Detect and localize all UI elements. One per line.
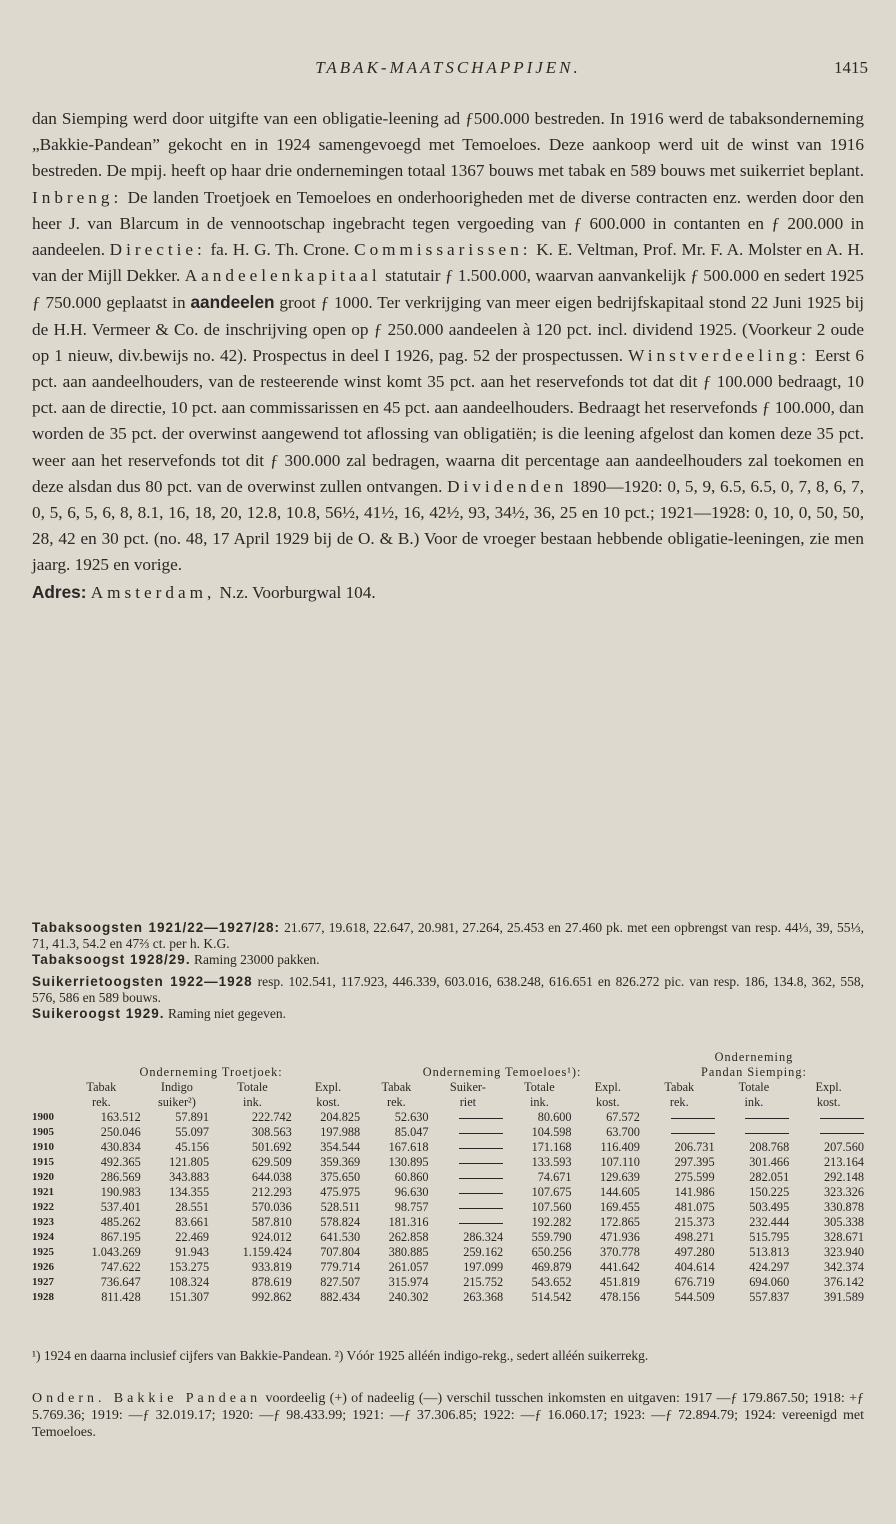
table-cell: 80.600	[537, 1110, 572, 1124]
commissarissen-text: K. E. Veltman, Prof. Mr. F. A. Molster en A. H. van der Mijll Dekker.	[32, 240, 865, 286]
dash-rule	[745, 1118, 789, 1119]
table-cell: 292.148	[824, 1170, 864, 1184]
table-cell: 328.671	[824, 1230, 864, 1244]
table-cell: 150.225	[749, 1185, 790, 1199]
table-cell: 130.895	[388, 1155, 429, 1169]
table-cell: 867.195	[100, 1230, 141, 1244]
table-cell: 107.560	[531, 1200, 572, 1214]
col-header: Tabak	[86, 1080, 117, 1094]
table-cell: 204.825	[320, 1110, 361, 1124]
table-cell: 676.719	[674, 1275, 715, 1289]
table-cell: 323.326	[824, 1185, 864, 1199]
table-cell: 83.661	[175, 1215, 210, 1229]
table-cell: 172.865	[599, 1215, 640, 1229]
suiker-oogsten-label: Suikerrietoogsten 1922—1928	[32, 974, 253, 989]
table-cell: 747.622	[100, 1260, 141, 1274]
table-cell: 528.511	[320, 1200, 361, 1214]
table-row	[30, 1245, 866, 1260]
table-cell: 736.647	[100, 1275, 141, 1289]
tabak-oogst-1929-text: Raming 23000 pakken.	[193, 952, 320, 967]
table-row	[30, 1260, 866, 1275]
table-cell: 215.752	[463, 1275, 504, 1289]
table-cell: 323.940	[824, 1245, 864, 1259]
table-row	[30, 1140, 866, 1155]
table-row	[30, 1155, 866, 1170]
table-cell: 222.742	[251, 1110, 292, 1124]
table-cell: 107.675	[531, 1185, 572, 1199]
table-cell: 515.795	[749, 1230, 790, 1244]
table-cell: 559.790	[531, 1230, 572, 1244]
table-cell: 557.837	[749, 1290, 790, 1304]
table-cell: 707.804	[320, 1245, 361, 1259]
table-cell: 933.819	[251, 1260, 292, 1274]
table-cell: 544.509	[674, 1290, 715, 1304]
table-cell: 498.271	[674, 1230, 715, 1244]
table-cell: 262.858	[388, 1230, 429, 1244]
bakkie-pandean-label: Ondern. Bakkie Pandean	[32, 1391, 262, 1406]
table-cell: 286.324	[463, 1230, 504, 1244]
table-cell: 250.046	[100, 1125, 141, 1139]
kapitaal-label: Aandeelenkapitaal	[184, 266, 381, 286]
table-cell: 451.819	[599, 1275, 640, 1289]
table-row	[30, 1170, 866, 1185]
dividenden-text: 1890—1920: 0, 5, 9, 6.5, 6.5, 0, 7, 8, 6, 7, 0, 5, 6, 5, 6, 8, 8.1, 16, 18, 20, 12.8, 10.8, 56½, 41½, 16, 42½, 93, 34½, 36, 25 en 10 pct.; 1921—1928: 0, 10, 0, 50, 50, 28, 42 en 30 pct. (no. 48, 17 April 1929 bij de O. & B.) Voor de vroeger bestaan hebbende obligatie-leeningen, zie men jaarg. 1925 en vorige.	[32, 476, 865, 575]
row-year: 1924	[32, 1231, 54, 1243]
commissarissen-label: Commissarissen:	[354, 240, 532, 260]
table-cell: 882.434	[320, 1290, 361, 1304]
col-subheader: kost.	[595, 1095, 620, 1109]
dash-rule	[459, 1193, 503, 1194]
table-cell: 641.530	[320, 1230, 361, 1244]
table-cell: 263.368	[463, 1290, 504, 1304]
col-header: Tabak	[381, 1080, 412, 1094]
table-cell: 153.275	[169, 1260, 210, 1274]
row-year: 1920	[32, 1171, 54, 1183]
table-cell: 116.409	[600, 1140, 640, 1154]
col-subheader: ink.	[243, 1095, 262, 1109]
table-row	[30, 1125, 866, 1140]
kapitaal-text-1: statutair ƒ 1.500.000, waarvan aanvankelijk ƒ 500.000 en sedert 1925 ƒ 750.000 geplaatst in	[32, 266, 864, 313]
table-cell	[642, 1110, 717, 1125]
table-cell: 492.365	[100, 1155, 141, 1169]
group-pandan-top: Onderneming	[714, 1050, 794, 1064]
page-number: 1415	[834, 58, 868, 77]
kapitaal-bold: aandeelen	[190, 292, 275, 313]
table-cell: 330.878	[824, 1200, 864, 1214]
tabak-oogst-1929-label: Tabaksoogst 1928/29.	[32, 952, 191, 967]
table-cell: 376.142	[824, 1275, 864, 1289]
table-cell: 275.599	[674, 1170, 715, 1184]
table-cell: 163.512	[100, 1110, 141, 1124]
table-cell: 286.569	[100, 1170, 141, 1184]
table-cell: 924.012	[251, 1230, 292, 1244]
dash-rule	[459, 1208, 503, 1209]
col-subheader: rek.	[91, 1095, 111, 1109]
table-cell: 1.159.424	[242, 1245, 292, 1259]
table-cell: 514.542	[531, 1290, 572, 1304]
dash-rule	[459, 1163, 503, 1164]
table-row	[30, 1215, 866, 1230]
col-subheader: riet	[459, 1095, 477, 1109]
page-header	[28, 58, 868, 86]
table-cell: 578.824	[320, 1215, 361, 1229]
table-group-header	[30, 1065, 866, 1080]
table-cell	[431, 1125, 506, 1140]
inbreng-label: Inbreng:	[32, 187, 123, 207]
table-cell: 501.692	[251, 1140, 292, 1154]
table-cell: 52.630	[394, 1110, 429, 1124]
col-header: Totale	[237, 1080, 268, 1094]
table-cell: 315.974	[388, 1275, 429, 1289]
table-cell: 587.810	[251, 1215, 292, 1229]
table-cell: 537.401	[100, 1200, 141, 1214]
inbreng-text: De landen Troetjoek en Temoeloes en onderhoorigheden met de diverse contracten enz. werden door den heer J. van Blarcum in de vennootschap ingebracht tegen vergoeding van ƒ 600.000 in contanten en ƒ 200.000 in aandeelen.	[32, 187, 864, 260]
col-subheader: kost.	[316, 1095, 340, 1109]
suiker-oogst-1929-text: Raming niet gegeven.	[167, 1006, 287, 1021]
table-row	[30, 1290, 866, 1305]
dash-rule	[671, 1118, 715, 1119]
body-paragraph	[32, 106, 864, 579]
table-cell: 441.642	[599, 1260, 640, 1274]
dash-rule	[459, 1148, 503, 1149]
table-cell: 212.293	[251, 1185, 292, 1199]
table-cell: 121.805	[169, 1155, 210, 1169]
table-cell: 197.099	[463, 1260, 504, 1274]
table-cell: 992.862	[251, 1290, 292, 1304]
table-cell: 215.373	[674, 1215, 715, 1229]
table-cell: 28.551	[175, 1200, 210, 1214]
table-cell: 107.110	[600, 1155, 640, 1169]
table-header-row-2	[30, 1095, 866, 1110]
table-cell: 134.355	[169, 1185, 210, 1199]
dash-rule	[745, 1133, 789, 1134]
table-cell: 60.860	[394, 1170, 429, 1184]
col-subheader: ink.	[744, 1095, 764, 1109]
table-cell	[642, 1125, 717, 1140]
address-line	[32, 579, 864, 606]
row-year: 1921	[32, 1186, 54, 1198]
dash-rule	[459, 1223, 503, 1224]
table-cell: 261.057	[388, 1260, 429, 1274]
table-cell: 471.936	[599, 1230, 640, 1244]
dash-rule	[820, 1118, 864, 1119]
table-cell: 878.619	[251, 1275, 292, 1289]
table-cell: 779.714	[320, 1260, 361, 1274]
dash-rule	[459, 1118, 503, 1119]
bakkie-pandean-section	[32, 1390, 864, 1441]
table-cell: 169.455	[599, 1200, 640, 1214]
col-header: Tabak	[664, 1080, 695, 1094]
directie-label: Directie:	[109, 240, 206, 260]
adres-street: N.z. Voorburgwal 104.	[219, 582, 376, 602]
bakkie-pandean-text: voordeelig (+) of nadeelig (—) verschil tusschen inkomsten en uitgaven: 1917 —ƒ 179.867.50; 1918: +ƒ 5.769.36; 1919: —ƒ 32.019.17; 1920: —ƒ 98.433.99; 1921: —ƒ 37.306.85; 1922: —ƒ 16.060.17; 1923: —ƒ 72.894.79; 1924: vereenigd met Temoeloes.	[32, 1391, 865, 1440]
table-cell: 342.374	[824, 1260, 864, 1274]
table-cell: 359.369	[320, 1155, 361, 1169]
table-cell	[431, 1185, 506, 1200]
table-cell: 391.589	[824, 1290, 864, 1304]
group-pandan: Pandan Siemping:	[701, 1065, 807, 1079]
dash-rule	[671, 1133, 715, 1134]
table-cell: 45.156	[175, 1140, 210, 1154]
table-cell	[431, 1110, 506, 1125]
table-cell: 197.988	[320, 1125, 361, 1139]
table-row	[30, 1185, 866, 1200]
table-cell: 827.507	[320, 1275, 361, 1289]
table-cell	[431, 1140, 506, 1155]
row-year: 1900	[32, 1111, 54, 1123]
table-cell: 404.614	[674, 1260, 715, 1274]
table-cell: 259.162	[463, 1245, 504, 1259]
table-cell: 370.778	[599, 1245, 640, 1259]
row-year: 1910	[32, 1141, 54, 1153]
table-cell: 141.986	[674, 1185, 715, 1199]
dash-rule	[820, 1133, 864, 1134]
table-cell: 478.156	[599, 1290, 640, 1304]
table-cell: 629.509	[251, 1155, 292, 1169]
table-cell	[431, 1215, 506, 1230]
table-cell: 171.168	[531, 1140, 572, 1154]
table-cell: 22.469	[175, 1230, 210, 1244]
table-cell: 74.671	[537, 1170, 572, 1184]
col-header: Suiker-	[449, 1080, 486, 1094]
adres-city: Amsterdam,	[90, 582, 216, 602]
table-header-row-1	[30, 1080, 866, 1095]
table-cell: 282.051	[749, 1170, 790, 1184]
table-cell	[431, 1155, 506, 1170]
row-year: 1926	[32, 1261, 54, 1273]
table-cell: 192.282	[531, 1215, 572, 1229]
table-cell: 375.650	[320, 1170, 361, 1184]
col-subheader: suiker²)	[157, 1095, 196, 1109]
table-cell: 240.302	[388, 1290, 429, 1304]
dash-rule	[459, 1178, 503, 1179]
table-row	[30, 1275, 866, 1290]
table-cell: 811.428	[101, 1290, 141, 1304]
table-cell: 343.883	[169, 1170, 210, 1184]
table-cell	[791, 1125, 866, 1140]
table-cell	[431, 1200, 506, 1215]
directie-text: fa. H. G. Th. Crone.	[210, 240, 350, 260]
suiker-oogst-1929-label: Suikeroogst 1929.	[32, 1006, 165, 1021]
table-cell: 380.885	[388, 1245, 429, 1259]
table-cell: 503.495	[749, 1200, 790, 1214]
table-row	[30, 1200, 866, 1215]
table-cell: 475.975	[320, 1185, 361, 1199]
col-subheader: rek.	[386, 1095, 406, 1109]
table-cell: 206.731	[674, 1140, 715, 1154]
table-cell: 543.652	[531, 1275, 572, 1289]
table-cell: 430.834	[100, 1140, 141, 1154]
table-cell: 1.043.269	[91, 1245, 141, 1259]
table-cell: 181.316	[388, 1215, 429, 1229]
table-cell: 650.256	[531, 1245, 572, 1259]
table-cell: 167.618	[388, 1140, 429, 1154]
running-title: TABAK-MAATSCHAPPIJEN.	[315, 58, 581, 77]
table-cell: 151.307	[169, 1290, 210, 1304]
row-year: 1915	[32, 1156, 54, 1168]
table-cell: 207.560	[824, 1140, 864, 1154]
group-troetjoek: Onderneming Troetjoek:	[139, 1065, 283, 1079]
table-cell: 85.047	[394, 1125, 429, 1139]
table-cell: 190.983	[100, 1185, 141, 1199]
winstverdeeling-text: Eerst 6 pct. aan aandeelhouders, van de resteerende winst komt 35 pct. aan het reservefonds tot dat dit ƒ 100.000 bedraagt, 10 pct. aan de directie, 10 pct. aan commissarissen en 45 pct. aan aandeelhouders. Bedraagt het reservefonds ƒ 100.000, dan worden de 35 pct. der overwinst aangewend tot aflossing van obligatiën; is die leening afgelost dan komen deze 35 pct. weer aan het reservefonds tot dit ƒ 300.000 zal bedragen, waarna dit percentage aan aandeelhouders zal toekomen en deze alsdan dus 80 pct. van de overwinst zullen ontvangen.	[32, 345, 865, 496]
table-cell: 469.879	[531, 1260, 572, 1274]
production-table	[30, 1050, 866, 1305]
table-cell: 104.598	[531, 1125, 572, 1139]
suiker-oogsten	[32, 974, 864, 1022]
row-year: 1905	[32, 1126, 54, 1138]
row-year: 1922	[32, 1201, 54, 1213]
table-cell: 232.444	[749, 1215, 790, 1229]
table-cell: 305.338	[824, 1215, 864, 1229]
table-cell: 297.395	[674, 1155, 715, 1169]
table-cell: 301.466	[749, 1155, 790, 1169]
kapitaal-text-2: groot ƒ 1000. Ter verkrijging van meer eigen bedrijfskapitaal stond 22 Juni 1925 bij de H.H. Vermeer & Co. de inschrijving open op ƒ 250.000 aandeelen à 120 pct. incl. dividend 1925. (Voorkeur 2 oude op 1 nieuw, div.bewijs no. 42). Prospectus in deel I 1926, pag. 52 der prospectussen.	[32, 293, 865, 365]
table-cell: 694.060	[749, 1275, 790, 1289]
table-cell	[717, 1110, 792, 1125]
table-cell: 63.700	[606, 1125, 640, 1139]
crop-section	[32, 920, 864, 1024]
row-year: 1925	[32, 1246, 54, 1258]
table-cell: 644.038	[251, 1170, 292, 1184]
table-cell: 570.036	[251, 1200, 292, 1214]
table-cell: 213.164	[824, 1155, 864, 1169]
table-cell: 308.563	[251, 1125, 292, 1139]
table-group-header-top	[30, 1050, 866, 1065]
table-cell	[791, 1110, 866, 1125]
group-temoeloes: Onderneming Temoeloes¹):	[422, 1065, 582, 1079]
col-header: Expl.	[314, 1080, 342, 1094]
table-cell: 108.324	[169, 1275, 210, 1289]
table-row	[30, 1110, 866, 1125]
adres-label: Adres:	[32, 581, 87, 602]
tabak-oogsten	[32, 920, 864, 968]
table-cell: 485.262	[100, 1215, 141, 1229]
col-header: Expl.	[815, 1080, 842, 1094]
table-footnotes	[32, 1348, 864, 1364]
tabak-oogsten-text: 21.677, 19.618, 22.647, 20.981, 27.264, 25.453 en 27.460 pk. met een opbrengst van resp. 44⅓, 39, 55⅓, 71, 41.3, 54.2 en 47⅔ ct. per h. K.G.	[32, 920, 865, 951]
col-header: Totale	[738, 1080, 770, 1094]
table-cell: 91.943	[175, 1245, 210, 1259]
col-subheader: ink.	[529, 1095, 549, 1109]
suiker-oogsten-text: resp. 102.541, 117.923, 446.339, 603.016, 638.248, 616.651 en 826.272 pic. van resp. 186, 134.8, 362, 558, 576, 586 en 589 bouws.	[32, 974, 865, 1005]
winstverdeeling-label: Winstverdeeling:	[628, 345, 810, 365]
col-subheader: rek.	[669, 1095, 689, 1109]
col-subheader: kost.	[816, 1095, 841, 1109]
table-cell: 497.280	[674, 1245, 715, 1259]
tabak-oogsten-label: Tabaksoogsten 1921/22—1927/28:	[32, 920, 281, 935]
table-cell: 55.097	[175, 1125, 210, 1139]
row-year: 1928	[32, 1291, 54, 1303]
col-header: Totale	[524, 1080, 555, 1094]
table-cell: 424.297	[749, 1260, 790, 1274]
table-cell: 67.572	[606, 1110, 640, 1124]
table-cell: 96.630	[394, 1185, 429, 1199]
dividenden-label: Dividenden	[447, 476, 568, 496]
dash-rule	[459, 1133, 503, 1134]
table-cell: 481.075	[674, 1200, 715, 1214]
table-cell	[717, 1125, 792, 1140]
table-row	[30, 1230, 866, 1245]
table-cell: 208.768	[749, 1140, 790, 1154]
table-cell	[431, 1170, 506, 1185]
table-cell: 513.813	[749, 1245, 790, 1259]
table-body	[30, 1110, 866, 1305]
col-header: Expl.	[594, 1080, 621, 1094]
history-text: dan Siemping werd door uitgifte van een obligatie-leening ad ƒ500.000 bestreden. In 1916 werd de tabaksonderneming „Bakkie-Pandean” gekocht en in 1924 samengevoegd met Temoeloes. Deze aankoop werd uit de winst van 1916 bestreden. De mpij. heeft op haar drie ondernemingen totaal 1367 bouws met tabak en 589 bouws met suikerriet beplant.	[32, 109, 864, 181]
table-cell: 129.639	[599, 1170, 640, 1184]
row-year: 1923	[32, 1216, 54, 1228]
table-cell: 354.544	[320, 1140, 361, 1154]
footnote-text: ¹) 1924 en daarna inclusief cijfers van Bakkie-Pandean. ²) Vóór 1925 alléén indigo-rekg., sedert alléén suikerrekg.	[32, 1348, 649, 1363]
table-cell: 144.605	[599, 1185, 640, 1199]
company-description	[32, 106, 864, 606]
col-header: Indigo	[160, 1080, 193, 1094]
table-cell: 98.757	[394, 1200, 429, 1214]
table-cell: 133.593	[531, 1155, 572, 1169]
row-year: 1927	[32, 1276, 54, 1288]
table-cell: 57.891	[175, 1110, 210, 1124]
